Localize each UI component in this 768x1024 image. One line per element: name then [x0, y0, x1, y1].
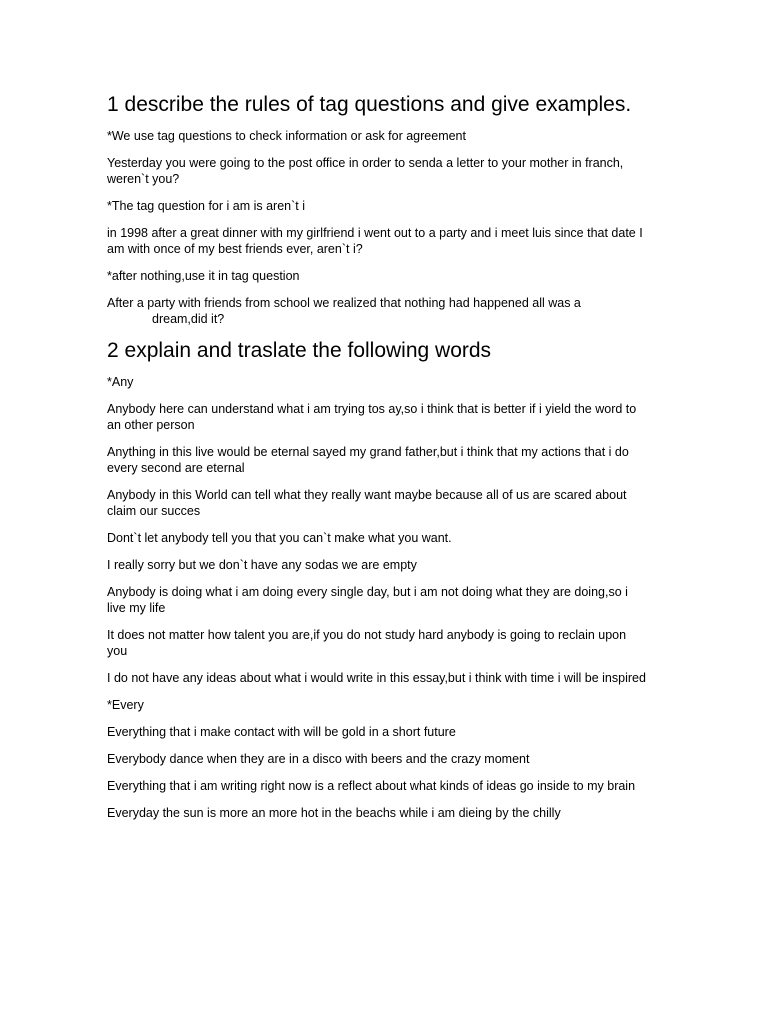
- paragraph: Anybody is doing what i am doing every single day, but i am not doing what they are doing,so i live my life: [107, 585, 628, 615]
- paragraph: *The tag question for i am is aren`t i: [107, 199, 306, 213]
- paragraph: in 1998 after a great dinner with my girlfriend i went out to a party and i meet luis since that date I am with once of my best friends ever, aren`t i?: [107, 226, 643, 256]
- paragraph: I do not have any ideas about what i would write in this essay,but i think with time i will be inspired: [107, 671, 646, 685]
- paragraph: Yesterday you were going to the post office in order to senda a letter to your mother in franch, weren`t you?: [107, 156, 624, 186]
- paragraph: It does not matter how talent you are,if you do not study hard anybody is going to reclain upon you: [107, 628, 627, 658]
- paragraph: *We use tag questions to check information or ask for agreement: [107, 129, 466, 143]
- paragraph: Anything in this live would be eternal sayed my grand father,but i think that my actions that i do every second are eternal: [107, 445, 629, 475]
- document-page: [107, 92, 647, 832]
- paragraph: Everything that i am writing right now is a reflect about what kinds of ideas go inside to my brain: [107, 779, 636, 793]
- paragraph-line: After a party with friends from school we realized that nothing had happened all was a: [107, 296, 581, 310]
- paragraph-hanging: [107, 295, 647, 327]
- heading-2: 2 explain and traslate the following words: [107, 339, 492, 362]
- paragraph-line-indented: dream,did it?: [152, 312, 225, 326]
- paragraph: *after nothing,use it in tag question: [107, 269, 300, 283]
- paragraph: *Any: [107, 375, 134, 389]
- paragraph: Anybody in this World can tell what they really want maybe because all of us are scared about claim our succes: [107, 488, 627, 518]
- paragraph: Everything that i make contact with will be gold in a short future: [107, 725, 456, 739]
- paragraph: I really sorry but we don`t have any sodas we are empty: [107, 558, 417, 572]
- paragraph: Dont`t let anybody tell you that you can`t make what you want.: [107, 531, 452, 545]
- heading-1: 1 describe the rules of tag questions and give examples.: [107, 93, 632, 116]
- paragraph: Everybody dance when they are in a disco with beers and the crazy moment: [107, 752, 530, 766]
- paragraph: Anybody here can understand what i am trying tos ay,so i think that is better if i yield the word to an other person: [107, 402, 637, 432]
- paragraph: *Every: [107, 698, 144, 712]
- paragraph: Everyday the sun is more an more hot in the beachs while i am dieing by the chilly: [107, 806, 561, 820]
